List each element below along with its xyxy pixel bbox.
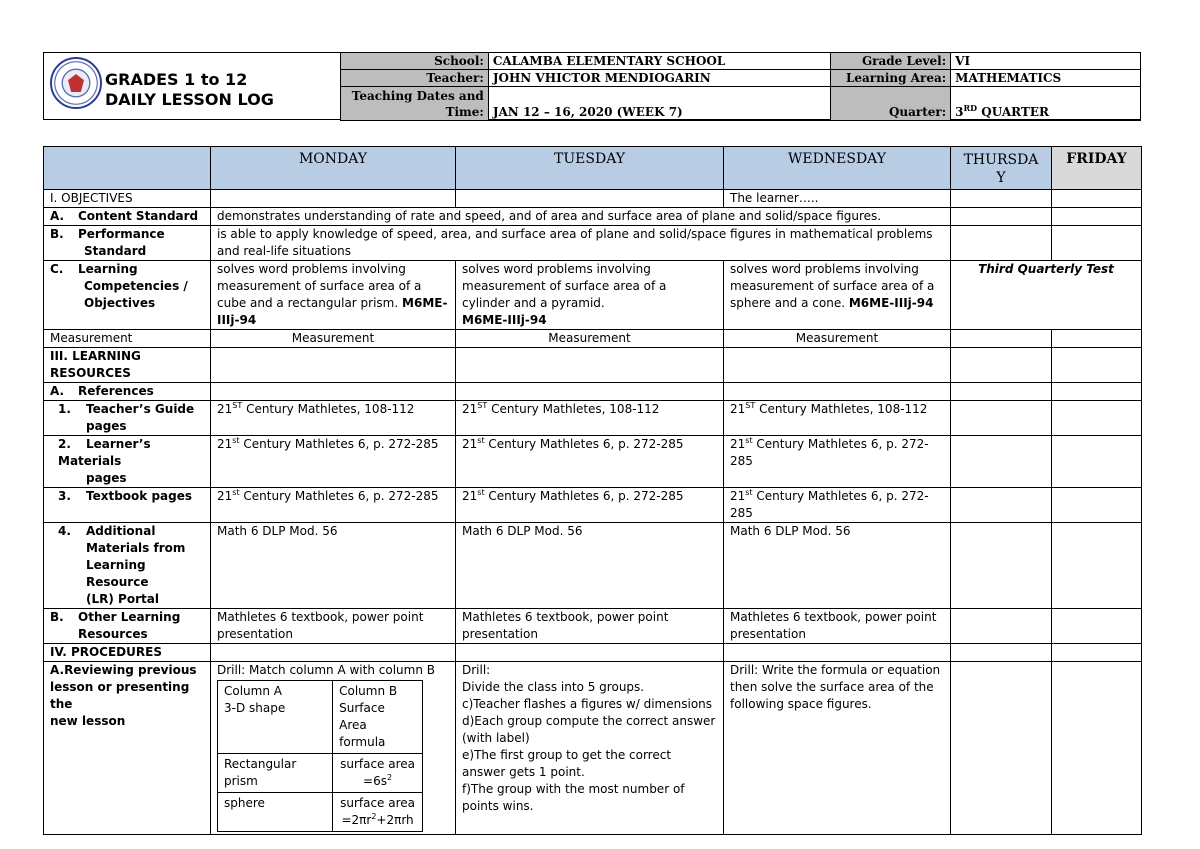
cell bbox=[724, 644, 951, 662]
cell bbox=[1052, 644, 1142, 662]
content-standard-row bbox=[44, 208, 1142, 226]
performance-standard-row bbox=[44, 226, 1142, 261]
cell bbox=[951, 330, 1052, 348]
monday-learners-materials: 21st Century Mathletes 6, p. 272-285 bbox=[211, 436, 456, 488]
cell bbox=[1052, 609, 1142, 644]
other-resources-row bbox=[44, 609, 1142, 644]
resources-row bbox=[44, 348, 1142, 383]
review-row bbox=[44, 662, 1142, 835]
learning-area-value: MATHEMATICS bbox=[951, 70, 1141, 87]
tuesday-other-resources: Mathletes 6 textbook, power point presentation bbox=[456, 609, 724, 644]
lesson-log-table bbox=[43, 146, 1142, 835]
cell bbox=[1052, 523, 1142, 609]
shape-cell: sphere bbox=[218, 793, 333, 832]
tuesday-textbook: 21st Century Mathletes 6, p. 272-285 bbox=[456, 488, 724, 523]
cell bbox=[951, 436, 1052, 488]
learner-cell: The learner….. bbox=[724, 190, 951, 208]
teachers-guide-label: 1. Teacher’s Guide pages bbox=[44, 401, 211, 436]
procedures-row bbox=[44, 644, 1142, 662]
friday-header: FRIDAY bbox=[1052, 147, 1142, 190]
blank-header-cell bbox=[44, 147, 211, 190]
wednesday-other-resources: Mathletes 6 textbook, power point presentation bbox=[724, 609, 951, 644]
tuesday-learners-materials: 21st Century Mathletes 6, p. 272-285 bbox=[456, 436, 724, 488]
cell bbox=[951, 662, 1052, 835]
matching-row bbox=[218, 754, 423, 793]
cell bbox=[1052, 330, 1142, 348]
cell bbox=[1052, 383, 1142, 401]
textbook-label: 3. Textbook pages bbox=[44, 488, 211, 523]
objectives-row bbox=[44, 190, 1142, 208]
wednesday-dlp: Math 6 DLP Mod. 56 bbox=[724, 523, 951, 609]
dates-label: Teaching Dates and Time: bbox=[341, 87, 489, 121]
cell bbox=[951, 226, 1052, 261]
textbook-row bbox=[44, 488, 1142, 523]
cell bbox=[1052, 662, 1142, 835]
procedures-label: IV. PROCEDURES bbox=[44, 644, 211, 662]
wednesday-competency: solves word problems involving measurement of surface area of a sphere and a cone. M6ME-IIIj-94 bbox=[724, 261, 951, 330]
cell bbox=[1052, 488, 1142, 523]
resources-label: III. LEARNING RESOURCES bbox=[44, 348, 211, 383]
learners-materials-label: 2. Learner’s Materials pages bbox=[44, 436, 211, 488]
thursday-header: THURSDA Y bbox=[951, 147, 1052, 190]
cell bbox=[211, 348, 456, 383]
wednesday-header: WEDNESDAY bbox=[724, 147, 951, 190]
school-label: School: bbox=[341, 53, 489, 70]
review-label: A.Reviewing previous lesson or presenting the new lesson bbox=[44, 662, 211, 835]
wednesday-teachers-guide: 21ST Century Mathletes, 108-112 bbox=[724, 401, 951, 436]
monday-measurement: Measurement bbox=[211, 330, 456, 348]
tuesday-teachers-guide: 21ST Century Mathletes, 108-112 bbox=[456, 401, 724, 436]
day-header-row bbox=[44, 147, 1142, 190]
cell bbox=[1052, 436, 1142, 488]
cell bbox=[456, 644, 724, 662]
cell bbox=[951, 401, 1052, 436]
learners-materials-row bbox=[44, 436, 1142, 488]
performance-standard-text: is able to apply knowledge of speed, area, and surface area of plane and solid/space figures in mathematical problems and real-life situations bbox=[211, 226, 951, 261]
quarter-label: Quarter: bbox=[831, 87, 951, 121]
performance-standard-label: B. Performance Standard bbox=[44, 226, 211, 261]
quarterly-test-cell: Third Quarterly Test bbox=[951, 261, 1142, 330]
tuesday-drill: Drill: Divide the class into 5 groups. c)Teacher flashes a figures w/ dimensions d)Each group compute the correct answer (with label) e)The first group to get the correct answer gets 1 point. f)The group with the most number of points wins. bbox=[456, 662, 724, 835]
cell bbox=[724, 348, 951, 383]
document-title: GRADES 1 to 12 DAILY LESSON LOG bbox=[105, 70, 274, 109]
dates-value: JAN 12 – 16, 2020 (WEEK 7) bbox=[488, 87, 830, 121]
competencies-row bbox=[44, 261, 1142, 330]
tuesday-header: TUESDAY bbox=[456, 147, 724, 190]
teacher-value: JOHN VHICTOR MENDIOGARIN bbox=[488, 70, 830, 87]
monday-dlp: Math 6 DLP Mod. 56 bbox=[211, 523, 456, 609]
cell bbox=[951, 208, 1052, 226]
formula-cell: surface area $=2\pi r^2+2\pi rh$ bbox=[333, 793, 423, 832]
cell bbox=[1052, 401, 1142, 436]
cell bbox=[211, 644, 456, 662]
cell bbox=[1052, 190, 1142, 208]
cell bbox=[1052, 348, 1142, 383]
wednesday-textbook: 21st Century Mathletes 6, p. 272- 285 bbox=[724, 488, 951, 523]
learning-area-label: Learning Area: bbox=[831, 70, 951, 87]
matching-header-row bbox=[218, 681, 423, 754]
cell bbox=[211, 190, 456, 208]
cell bbox=[951, 523, 1052, 609]
cell bbox=[951, 348, 1052, 383]
tuesday-measurement: Measurement bbox=[456, 330, 724, 348]
cell bbox=[456, 348, 724, 383]
wednesday-measurement: Measurement bbox=[724, 330, 951, 348]
shape-cell: Rectangular prism bbox=[218, 754, 333, 793]
cell bbox=[951, 190, 1052, 208]
cell bbox=[724, 383, 951, 401]
matching-row bbox=[218, 793, 423, 832]
header-info-table bbox=[340, 52, 1141, 121]
competencies-label: C. Learning Competencies / Objectives bbox=[44, 261, 211, 330]
additional-materials-row bbox=[44, 523, 1142, 609]
objectives-label: I. OBJECTIVES bbox=[44, 190, 211, 208]
tuesday-competency: solves word problems involving measurement of surface area of a cylinder and a pyramid. M6ME-IIIj-94 bbox=[456, 261, 724, 330]
content-standard-label: A. Content Standard bbox=[44, 208, 211, 226]
cell bbox=[951, 488, 1052, 523]
teachers-guide-row bbox=[44, 401, 1142, 436]
other-resources-label: B. Other Learning Resources bbox=[44, 609, 211, 644]
monday-teachers-guide: 21ST Century Mathletes, 108-112 bbox=[211, 401, 456, 436]
column-b-header: Column B Surface Area formula bbox=[333, 681, 423, 754]
content-standard-text: demonstrates understanding of rate and speed, and of area and surface area of plane and solid/space figures. bbox=[211, 208, 951, 226]
cell bbox=[951, 383, 1052, 401]
monday-competency: solves word problems involving measurement of surface area of a cube and a rectangular prism. M6ME-IIIj-94 bbox=[211, 261, 456, 330]
cell bbox=[211, 383, 456, 401]
references-label: A. References bbox=[44, 383, 211, 401]
cell bbox=[456, 383, 724, 401]
matching-table bbox=[217, 680, 423, 832]
wednesday-learners-materials: 21st Century Mathletes 6, p. 272- 285 bbox=[724, 436, 951, 488]
measurement-label: Measurement bbox=[44, 330, 211, 348]
column-a-header: Column A 3-D shape bbox=[218, 681, 333, 754]
references-row bbox=[44, 383, 1142, 401]
formula-cell: surface area $=6s^2$ bbox=[333, 754, 423, 793]
wednesday-drill: Drill: Write the formula or equation then solve the surface area of the following space figures. bbox=[724, 662, 951, 835]
grade-label: Grade Level: bbox=[831, 53, 951, 70]
cell bbox=[456, 190, 724, 208]
teacher-label: Teacher: bbox=[341, 70, 489, 87]
monday-textbook: 21st Century Mathletes 6, p. 272-285 bbox=[211, 488, 456, 523]
monday-drill: Drill: Match column A with column B Column A 3-D shape Column B Surface Area formula Rectangular prism surface area $=6s^2$ sphere surface area $=2\pi r^2+2\pi rh$ bbox=[211, 662, 456, 835]
measurement-row bbox=[44, 330, 1142, 348]
grade-value: VI bbox=[951, 53, 1141, 70]
quarter-value: 3RD QUARTER bbox=[951, 87, 1141, 121]
tuesday-dlp: Math 6 DLP Mod. 56 bbox=[456, 523, 724, 609]
monday-other-resources: Mathletes 6 textbook, power point presentation bbox=[211, 609, 456, 644]
additional-materials-label: 4. Additional Materials from Learning Resource (LR) Portal bbox=[44, 523, 211, 609]
cell bbox=[1052, 226, 1142, 261]
school-value: CALAMBA ELEMENTARY SCHOOL bbox=[488, 53, 830, 70]
cell bbox=[951, 609, 1052, 644]
monday-header: MONDAY bbox=[211, 147, 456, 190]
cell bbox=[951, 644, 1052, 662]
cell bbox=[1052, 208, 1142, 226]
